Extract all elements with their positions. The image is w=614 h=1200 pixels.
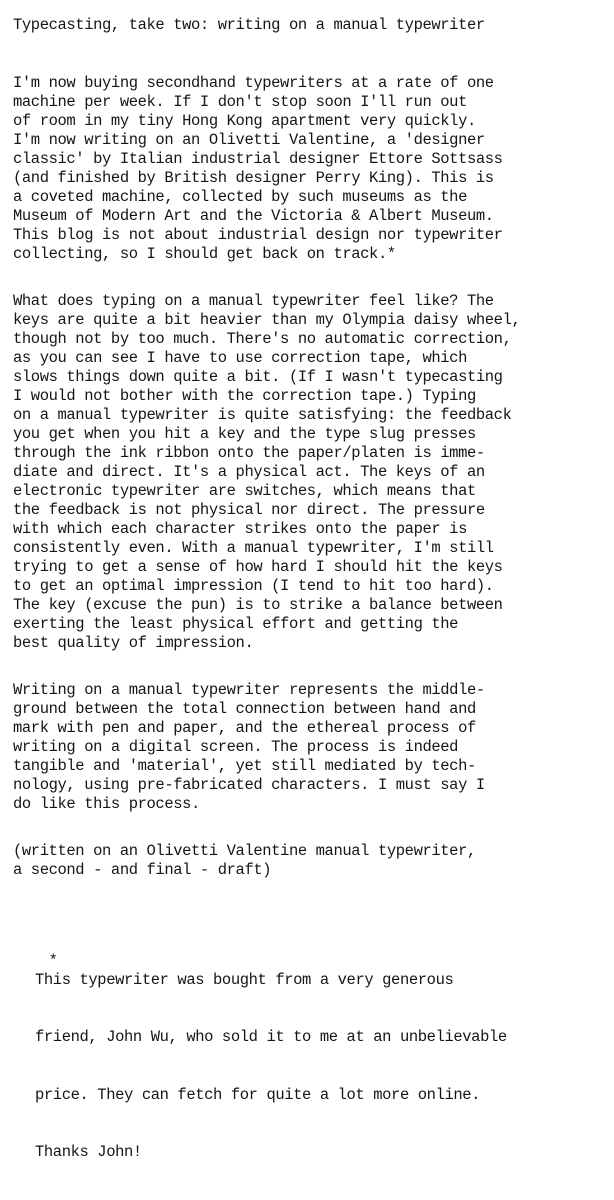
paragraph-1-line: I'm now writing on an Olivetti Valentine, a 'designer [13,131,485,149]
paragraph-3-line: tangible and 'material', yet still mediated by tech- [13,757,476,775]
paragraph-1-line: machine per week. If I don't stop soon I'll run out [13,93,467,111]
paragraph-3-line: mark with pen and paper, and the ethereal process of [13,719,476,737]
paragraph-2-line: best quality of impression. [13,634,254,652]
paragraph-2-line: the feedback is not physical nor direct. The pressure [13,501,485,519]
paragraph-2-line: keys are quite a bit heavier than my Olympia daisy wheel, [13,311,521,329]
footnote-line: price. They can fetch for quite a lot more online. [35,1085,481,1104]
footnote-marker: * [48,952,58,970]
paragraph-3-line: writing on a digital screen. The process is indeed [13,738,459,756]
paragraph-2-line: to get an optimal impression (I tend to hit too hard). [13,577,494,595]
footnote-line: Thanks John! [35,1142,142,1161]
paragraph-2-line: The key (excuse the pun) is to strike a balance between [13,596,503,614]
paragraph-1-line: This blog is not about industrial design nor typewriter [13,226,503,244]
footnote-line: friend, John Wu, who sold it to me at an unbelievable [35,1028,507,1047]
paragraph-2-line: through the ink ribbon onto the paper/platen is imme- [13,444,485,462]
paragraph-1-line: classic' by Italian industrial designer Ettore Sottsass [13,150,503,168]
paragraph-2-line: I would not bother with the correction tape.) Typing [13,387,476,405]
paragraph-3-line: nology, using pre-fabricated characters. I must say I [13,776,485,794]
paragraph-2-line: diate and direct. It's a physical act. The keys of an [13,463,485,481]
paragraph-1-line: I'm now buying secondhand typewriters at a rate of one [13,74,494,92]
footnote [13,933,507,1161]
page-title: Typecasting, take two: writing on a manual typewriter [13,16,485,34]
paragraph-3-line: ground between the total connection between hand and [13,700,476,718]
paragraph-2-line: exerting the least physical effort and getting the [13,615,459,633]
closing-note-line: (written on an Olivetti Valentine manual typewriter, [13,842,476,860]
paragraph-2-line: electronic typewriter are switches, which means that [13,482,476,500]
paragraph-2-line: slows things down quite a bit. (If I wasn't typecasting [13,368,503,386]
paragraph-1-line: collecting, so I should get back on track.* [13,245,396,263]
paragraph-2-line: on a manual typewriter is quite satisfying: the feedback [13,406,512,424]
paragraph-2-line: consistently even. With a manual typewriter, I'm still [13,539,494,557]
paragraph-2-line: trying to get a sense of how hard I should hit the keys [13,558,503,576]
paragraph-2-line: you get when you hit a key and the type slug presses [13,425,476,443]
paragraph-1-line: of room in my tiny Hong Kong apartment very quickly. [13,112,476,130]
paragraph-3-line: do like this process. [13,795,200,813]
paragraph-1-line: (and finished by British designer Perry King). This is [13,169,494,187]
closing-note-line: a second - and final - draft) [13,861,272,879]
paragraph-1-line: a coveted machine, collected by such museums as the [13,188,467,206]
paragraph-3-line: Writing on a manual typewriter represents the middle- [13,681,485,699]
paragraph-2-line: though not by too much. There's no automatic correction, [13,330,512,348]
paragraph-1-line: Museum of Modern Art and the Victoria & Albert Museum. [13,207,494,225]
paragraph-2-line: with which each character strikes onto the paper is [13,520,467,538]
paragraph-2-line: as you can see I have to use correction tape, which [13,349,467,367]
footnote-line: This typewriter was bought from a very generous [35,971,454,989]
paragraph-2-line: What does typing on a manual typewriter feel like? The [13,292,494,310]
